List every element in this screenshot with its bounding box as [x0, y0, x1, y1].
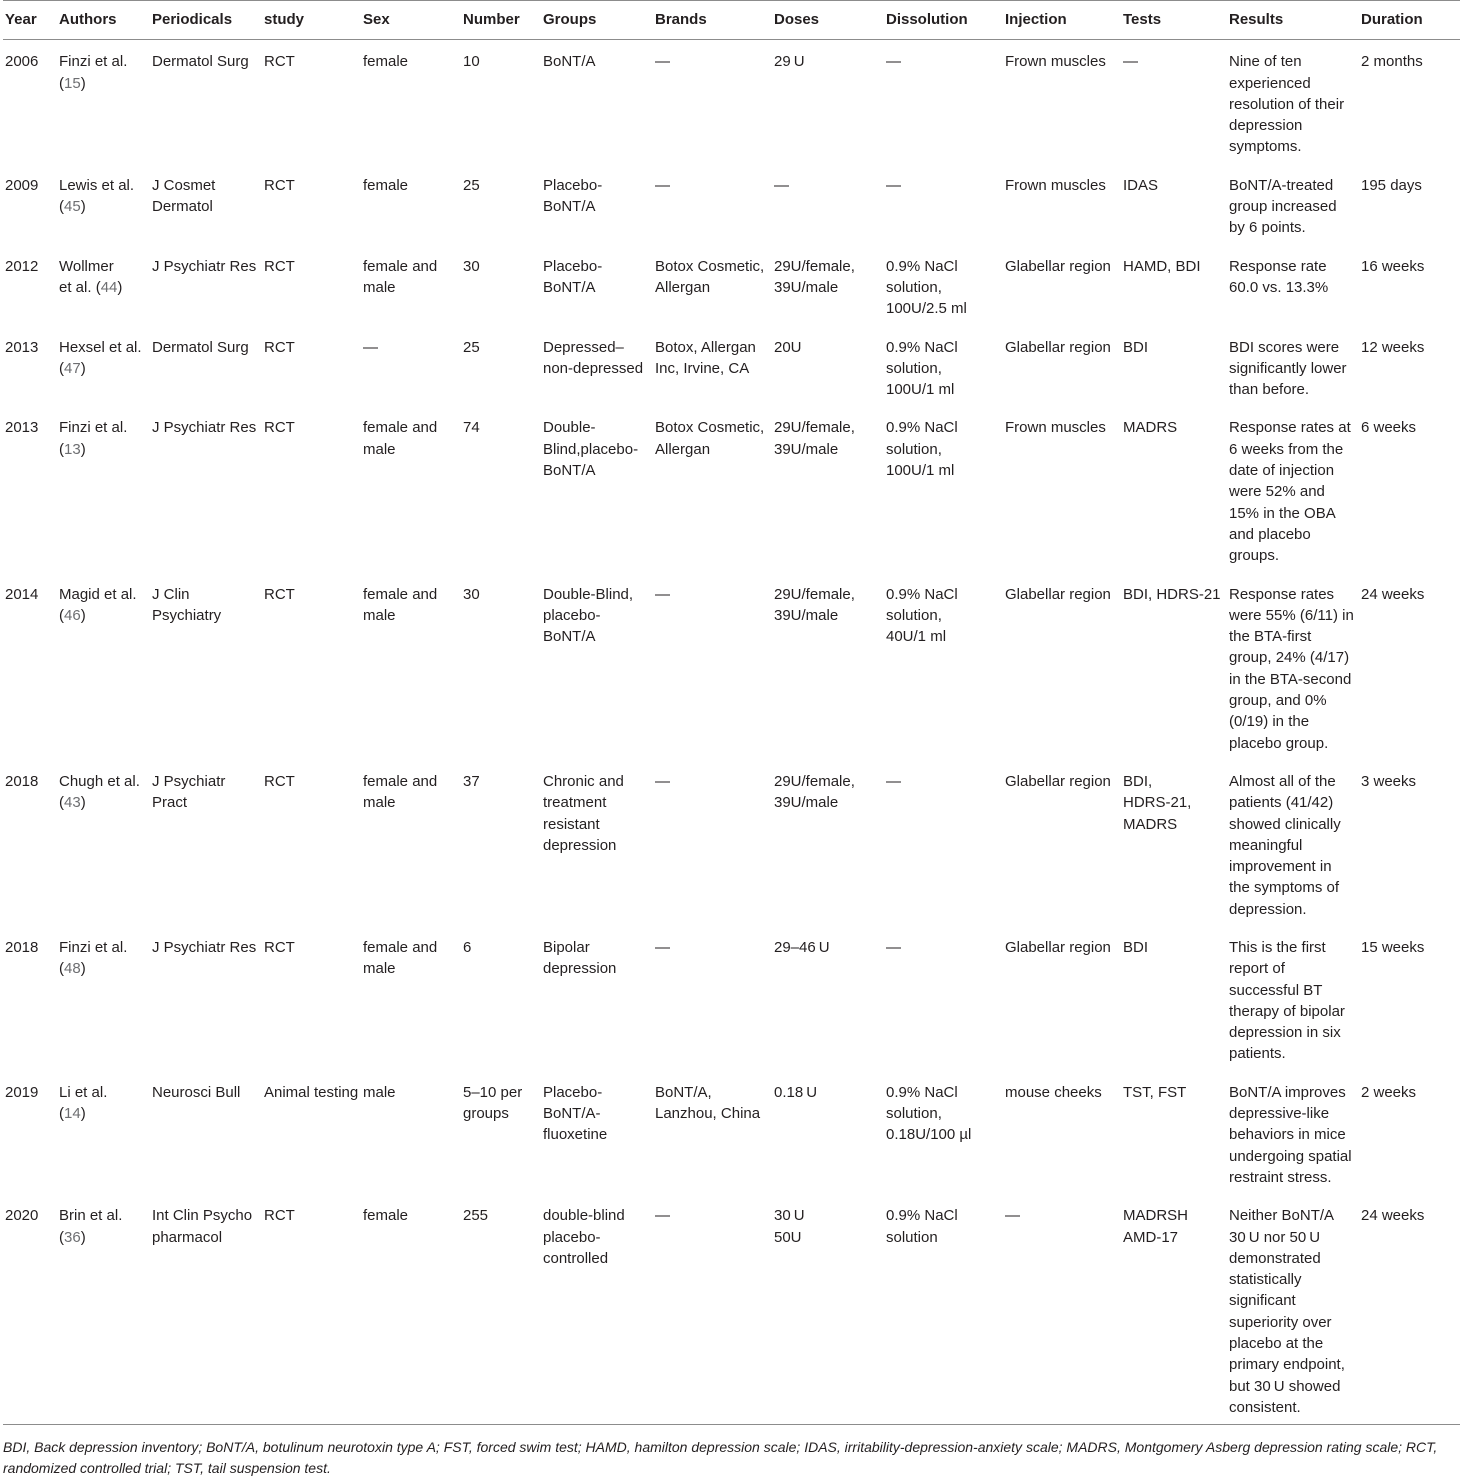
cell-dissolution: —	[886, 176, 901, 194]
table-body	[3, 40, 1460, 1425]
cell-tests: HAMD, BDI	[1123, 257, 1201, 275]
reference-link[interactable]: 14	[64, 1105, 81, 1123]
cell-tests: —	[1123, 53, 1138, 71]
cell-results: Response rates were 55% (6/11) in the BTA-first group, 24% (4/17) in the BTA-second group, and 0% (0/19) in the placebo group.	[1229, 585, 1354, 752]
cell-dissolution: 0.9% NaCl solution, 40U/1 ml	[886, 585, 958, 646]
cell-injection: —	[1005, 1207, 1020, 1225]
cell-brands: BoNT/A, Lanzhou, China	[655, 1083, 761, 1123]
studies-table	[3, 0, 1460, 1425]
cell-doses: 29U/female, 39U/male	[774, 772, 855, 812]
cell-results: Almost all of the patients (41/42) showed clinically meaningful improvement in the symptoms of depression.	[1229, 772, 1341, 918]
cell-dissolution: 0.9% NaCl solution, 0.18U/100 µl	[886, 1083, 972, 1144]
cell-periodical: J Psychiatr Pract	[152, 772, 226, 812]
cell-periodical: Dermatol Surg	[152, 338, 249, 356]
cell-brands: —	[655, 585, 670, 603]
cell-injection: Glabellar region	[1005, 338, 1111, 356]
cell-brands: —	[655, 176, 670, 194]
cell-study: RCT	[264, 338, 295, 356]
cell-author: Finzi et al. (15)	[59, 53, 128, 92]
cell-groups: Bipolar depression	[543, 938, 617, 978]
cell-brands: Botox Cosmetic, Allergan	[655, 257, 765, 296]
cell-year: 2014	[5, 585, 39, 603]
column-header: Groups	[543, 11, 597, 28]
cell-brands: Botox, Allergan Inc, Irvine, CA	[655, 338, 756, 377]
cell-brands: —	[655, 938, 670, 956]
cell-duration: 2 weeks	[1361, 1083, 1417, 1101]
author-name: Finzi et al.	[59, 53, 128, 71]
cell-injection: mouse cheeks	[1005, 1083, 1102, 1101]
cell-periodical: J Psychiatr Res	[152, 257, 257, 275]
cell-year: 2013	[5, 338, 39, 356]
table-row	[3, 926, 1460, 1071]
cell-sex: female and male	[363, 257, 438, 296]
cell-results: Neither BoNT/A 30 U nor 50 U demonstrated statistically significant superiority over placebo at the primary endpoint, but 30 U showed consistent.	[1229, 1207, 1345, 1416]
cell-brands: Botox Cosmetic, Allergan	[655, 419, 765, 458]
author-name: Li et al.	[59, 1083, 108, 1101]
cell-duration: 15 weeks	[1361, 938, 1425, 956]
cell-doses: 20U	[774, 338, 802, 356]
cell-injection: Glabellar region	[1005, 257, 1111, 275]
cell-brands: —	[655, 1207, 670, 1225]
cell-tests: MADRS	[1123, 419, 1178, 437]
cell-doses: 30 U 50U	[774, 1207, 805, 1246]
cell-year: 2020	[5, 1207, 39, 1225]
cell-sex: female	[363, 53, 409, 71]
cell-study: RCT	[264, 938, 295, 956]
cell-number: 30	[463, 257, 480, 275]
column-header: Number	[463, 11, 520, 28]
cell-periodical: J Psychiatr Res	[152, 938, 257, 956]
cell-injection: Glabellar region	[1005, 585, 1111, 603]
column-header: Duration	[1361, 11, 1423, 28]
cell-doses: —	[774, 176, 789, 194]
column-header: Dissolution	[886, 11, 968, 28]
cell-number: 5–10 per groups	[463, 1083, 523, 1123]
table-row	[3, 406, 1460, 572]
table-row	[3, 40, 1460, 164]
author-name: Chugh et al.	[59, 772, 140, 790]
cell-number: 30	[463, 585, 480, 603]
cell-doses: 0.18 U	[774, 1083, 818, 1101]
cell-sex: female	[363, 176, 409, 194]
cell-year: 2018	[5, 938, 39, 956]
cell-groups: Placebo- BoNT/A	[543, 176, 603, 216]
reference-link[interactable]: 43	[64, 794, 81, 812]
cell-sex: female and male	[363, 419, 438, 458]
cell-periodical: Int Clin Psycho pharmacol	[152, 1207, 253, 1246]
cell-author: Brin et al. (36)	[59, 1207, 123, 1246]
cell-results: Nine of ten experienced resolution of their depression symptoms.	[1229, 53, 1345, 156]
reference-link[interactable]: 15	[64, 74, 81, 92]
cell-study: RCT	[264, 585, 295, 603]
cell-periodical: J Clin Psychiatry	[152, 585, 222, 624]
cell-tests: BDI, HDRS-21	[1123, 585, 1221, 603]
cell-study: RCT	[264, 419, 295, 437]
cell-tests: IDAS	[1123, 176, 1159, 194]
cell-doses: 29–46 U	[774, 938, 830, 956]
column-header: Injection	[1005, 11, 1067, 28]
cell-duration: 2 months	[1361, 53, 1423, 71]
cell-sex: male	[363, 1083, 396, 1101]
cell-author: Wollmer et al. (44)	[59, 257, 123, 296]
reference-link[interactable]: 36	[64, 1228, 81, 1246]
cell-author: Magid et al. (46)	[59, 585, 137, 624]
cell-groups: Double- Blind,placebo- BoNT/A	[543, 419, 639, 480]
cell-results: BoNT/A improves depressive-like behaviors in mice undergoing spatial restraint stress.	[1229, 1083, 1352, 1186]
cell-number: 255	[463, 1207, 489, 1225]
cell-study: RCT	[264, 1207, 295, 1225]
reference-link[interactable]: 46	[64, 606, 81, 624]
table-row	[3, 326, 1460, 407]
cell-sex: female and male	[363, 938, 438, 978]
cell-results: BoNT/A-treated group increased by 6 points.	[1229, 176, 1337, 237]
cell-groups: Chronic and treatment resistant depression	[543, 772, 624, 854]
cell-groups: Placebo- BoNT/A	[543, 257, 603, 296]
column-header: study	[264, 11, 305, 28]
cell-author: Finzi et al. (13)	[59, 419, 128, 458]
header-row	[3, 1, 1460, 40]
reference-link[interactable]: 47	[64, 359, 81, 377]
cell-year: 2018	[5, 772, 39, 790]
column-header: Sex	[363, 11, 390, 28]
cell-results: This is the first report of successful BT therapy of bipolar depression in six patients.	[1229, 938, 1345, 1063]
author-name: Finzi et al.	[59, 938, 128, 956]
cell-duration: 24 weeks	[1361, 1207, 1425, 1225]
cell-dissolution: —	[886, 53, 901, 71]
cell-doses: 29 U	[774, 53, 805, 71]
author-name: Wollmer et al.	[59, 257, 114, 296]
reference-link[interactable]: 13	[64, 440, 81, 458]
column-header: Results	[1229, 11, 1284, 28]
column-header: Doses	[774, 11, 820, 28]
cell-study: RCT	[264, 53, 295, 71]
table-row	[3, 1071, 1460, 1194]
column-header: Authors	[59, 11, 117, 28]
reference-link[interactable]: 45	[64, 198, 81, 216]
cell-tests: TST, FST	[1123, 1083, 1187, 1101]
cell-tests: BDI	[1123, 338, 1149, 356]
cell-periodical: J Cosmet Dermatol	[152, 176, 216, 216]
reference-link[interactable]: 44	[100, 278, 118, 296]
cell-groups: double-blind placebo- controlled	[543, 1207, 625, 1267]
cell-author: Hexsel et al. (47)	[59, 338, 142, 377]
cell-sex: —	[363, 338, 378, 356]
cell-number: 6	[463, 938, 472, 956]
column-header: Periodicals	[152, 11, 233, 28]
cell-number: 10	[463, 53, 480, 71]
cell-results: Response rates at 6 weeks from the date of injection were 52% and 15% in the OBA and placebo groups.	[1229, 419, 1351, 565]
cell-injection: Frown muscles	[1005, 53, 1106, 71]
cell-sex: female and male	[363, 585, 438, 624]
cell-number: 74	[463, 419, 480, 437]
cell-year: 2012	[5, 257, 39, 275]
cell-dissolution: —	[886, 938, 901, 956]
cell-dissolution: 0.9% NaCl solution, 100U/1 ml	[886, 338, 958, 399]
cell-sex: female and male	[363, 772, 438, 812]
column-header: Brands	[655, 11, 707, 28]
table-footnote: BDI, Back depression inventory; BoNT/A, botulinum neurotoxin type A; FST, forced swim test; HAMD, hamilton depression scale; IDAS, irritability-depression-anxiety scale; MADRS, Montgomery Asberg depression rating scale; RCT, randomized controlled trial; TST, tail suspension test.	[3, 1439, 1438, 1477]
cell-injection: Glabellar region	[1005, 938, 1111, 956]
cell-periodical: J Psychiatr Res	[152, 419, 257, 437]
table-row	[3, 164, 1460, 245]
author-name: Brin et al.	[59, 1207, 123, 1225]
cell-groups: Placebo- BoNT/A- fluoxetine	[543, 1083, 608, 1144]
cell-duration: 12 weeks	[1361, 338, 1425, 356]
author-name: Magid et al.	[59, 585, 137, 603]
author-name: Hexsel et al.	[59, 338, 142, 356]
cell-tests: BDI, HDRS-21, MADRS	[1123, 772, 1192, 833]
table-row	[3, 1194, 1460, 1424]
cell-year: 2009	[5, 176, 39, 194]
cell-duration: 6 weeks	[1361, 419, 1417, 437]
cell-author: Finzi et al. (48)	[59, 938, 128, 978]
cell-study: RCT	[264, 257, 295, 275]
cell-duration: 3 weeks	[1361, 772, 1417, 790]
cell-results: BDI scores were significantly lower than before.	[1229, 338, 1347, 399]
cell-author: Li et al. (14)	[59, 1083, 108, 1123]
cell-dissolution: —	[886, 772, 901, 790]
cell-study: Animal testing	[264, 1083, 359, 1101]
cell-doses: 29U/female, 39U/male	[774, 419, 855, 458]
cell-year: 2006	[5, 53, 39, 71]
cell-year: 2019	[5, 1083, 39, 1101]
cell-injection: Glabellar region	[1005, 772, 1111, 790]
cell-duration: 16 weeks	[1361, 257, 1425, 275]
cell-year: 2013	[5, 419, 39, 437]
cell-dissolution: 0.9% NaCl solution, 100U/1 ml	[886, 419, 958, 480]
table-row	[3, 760, 1460, 926]
cell-periodical: Neurosci Bull	[152, 1083, 241, 1101]
reference-link[interactable]: 48	[64, 960, 81, 978]
cell-injection: Frown muscles	[1005, 419, 1106, 437]
cell-doses: 29U/female, 39U/male	[774, 585, 855, 624]
cell-sex: female	[363, 1207, 409, 1225]
cell-periodical: Dermatol Surg	[152, 53, 249, 71]
author-name: Finzi et al.	[59, 419, 128, 437]
column-header: Tests	[1123, 11, 1162, 28]
cell-duration: 195 days	[1361, 176, 1422, 194]
cell-dissolution: 0.9% NaCl solution, 100U/2.5 ml	[886, 257, 967, 318]
cell-study: RCT	[264, 176, 295, 194]
cell-number: 25	[463, 338, 480, 356]
cell-dissolution: 0.9% NaCl solution	[886, 1207, 958, 1246]
cell-groups: Double-Blind, placebo- BoNT/A	[543, 585, 634, 646]
cell-groups: BoNT/A	[543, 53, 596, 71]
cell-groups: Depressed– non-depressed	[543, 338, 644, 377]
table-row	[3, 245, 1460, 326]
cell-injection: Frown muscles	[1005, 176, 1106, 194]
cell-study: RCT	[264, 772, 295, 790]
cell-brands: —	[655, 53, 670, 71]
cell-author: Chugh et al. (43)	[59, 772, 140, 812]
cell-duration: 24 weeks	[1361, 585, 1425, 603]
author-name: Lewis et al.	[59, 176, 135, 194]
column-header: Year	[5, 11, 37, 28]
cell-doses: 29U/female, 39U/male	[774, 257, 855, 296]
cell-results: Response rate 60.0 vs. 13.3%	[1229, 257, 1329, 296]
cell-number: 37	[463, 772, 480, 790]
cell-author: Lewis et al. (45)	[59, 176, 135, 216]
table-row	[3, 573, 1460, 760]
cell-number: 25	[463, 176, 480, 194]
cell-tests: MADRSH AMD-17	[1123, 1207, 1189, 1246]
cell-tests: BDI	[1123, 938, 1149, 956]
cell-brands: —	[655, 772, 670, 790]
